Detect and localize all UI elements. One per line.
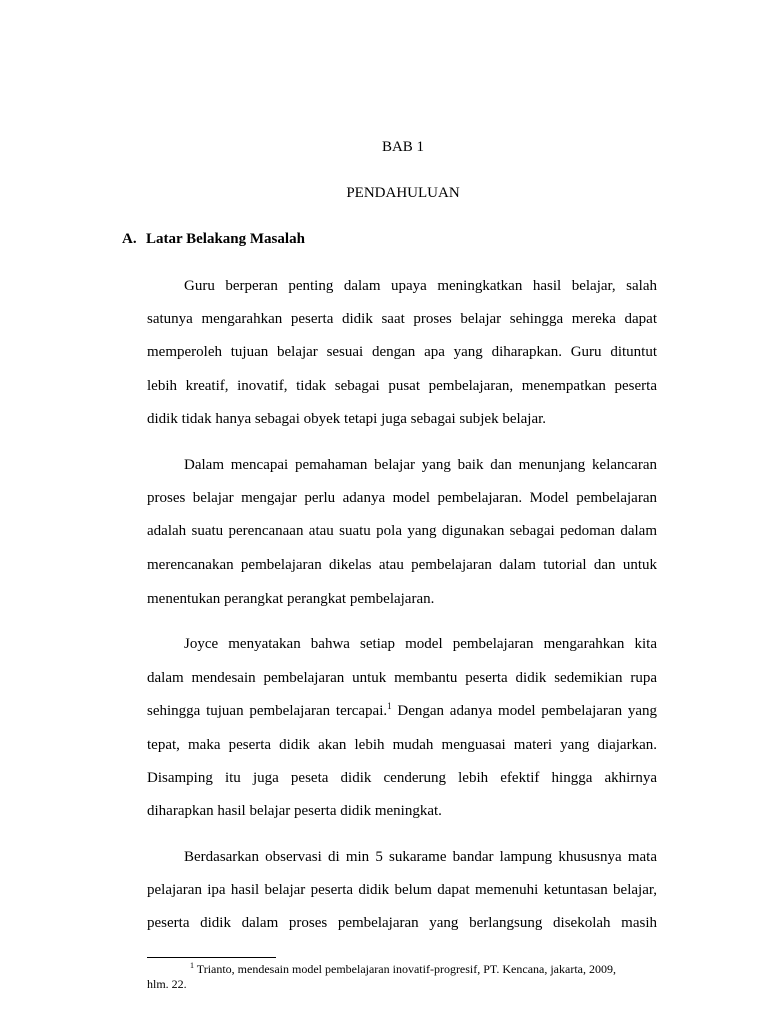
- paragraph-2-line-4: merencanakan pembelajaran dikelas atau pembelajaran dalam tutorial dan untuk: [147, 557, 657, 573]
- section-marker: A.: [122, 231, 137, 247]
- section-heading: [122, 229, 305, 249]
- paragraph-4-line-2: pelajaran ipa hasil belajar peserta didik belum dapat memenuhi ketuntasan belajar,: [147, 882, 657, 898]
- paragraph-2-line-3: adalah suatu perencanaan atau suatu pola yang digunakan sebagai pedoman dalam: [147, 523, 657, 539]
- paragraph-3-line-3: [147, 701, 657, 721]
- paragraph-3-line-4: tepat, maka peserta didik akan lebih mudah menguasai materi yang diajarkan.: [147, 737, 657, 753]
- chapter-title: PENDAHULUAN: [346, 185, 460, 201]
- paragraph-1-line-2: satunya mengarahkan peserta didik saat proses belajar sehingga mereka dapat: [147, 311, 657, 327]
- paragraph-1-line-5: didik tidak hanya sebagai obyek tetapi juga sebagai subjek belajar.: [147, 411, 547, 427]
- paragraph-3-line-6: diharapkan hasil belajar peserta didik meningkat.: [147, 803, 442, 819]
- footnote-number: 1: [190, 961, 194, 970]
- footnote-line-2: hlm. 22.: [147, 977, 187, 991]
- paragraph-1-line-3: memperoleh tujuan belajar sesuai dengan apa yang diharapkan. Guru dituntut: [147, 344, 657, 360]
- paragraph-2-line-5: menentukan perangkat perangkat pembelajaran.: [147, 591, 435, 607]
- paragraph-3-line-3-after: Dengan adanya model pembelajaran yang: [391, 703, 657, 719]
- chapter-label: BAB 1: [381, 139, 425, 155]
- section-heading-text: Latar Belakang Masalah: [146, 231, 305, 247]
- paragraph-1-line-1: Guru berperan penting dalam upaya meningkatkan hasil belajar, salah: [184, 278, 657, 294]
- paragraph-4-line-1: Berdasarkan observasi di min 5 sukarame bandar lampung khususnya mata: [184, 849, 657, 865]
- paragraph-3-line-1: Joyce menyatakan bahwa setiap model pembelajaran mengarahkan kita: [184, 636, 657, 652]
- paragraph-3-line-2: dalam mendesain pembelajaran untuk membantu peserta didik sedemikian rupa: [147, 670, 657, 686]
- footnote-reference: 1: [387, 701, 392, 711]
- paragraph-3-line-3-before: sehingga tujuan pembelajaran tercapai.: [147, 703, 388, 719]
- footnote-line-1: [190, 962, 616, 977]
- paragraph-4-line-3: peserta didik dalam proses pembelajaran yang berlangsung disekolah masih: [147, 915, 657, 931]
- footnote-text: Trianto, mendesain model pembelajaran inovatif-progresif, PT. Kencana, jakarta, 2009,: [194, 962, 616, 976]
- paragraph-3-line-5: Disamping itu juga peseta didik cenderung lebih efektif hingga akhirnya: [147, 770, 657, 786]
- paragraph-1-line-4: lebih kreatif, inovatif, tidak sebagai pusat pembelajaran, menempatkan peserta: [147, 378, 657, 394]
- paragraph-2-line-1: Dalam mencapai pemahaman belajar yang baik dan menunjang kelancaran: [184, 457, 657, 473]
- footnote-separator: [147, 957, 276, 958]
- paragraph-2-line-2: proses belajar mengajar perlu adanya model pembelajaran. Model pembelajaran: [147, 490, 657, 506]
